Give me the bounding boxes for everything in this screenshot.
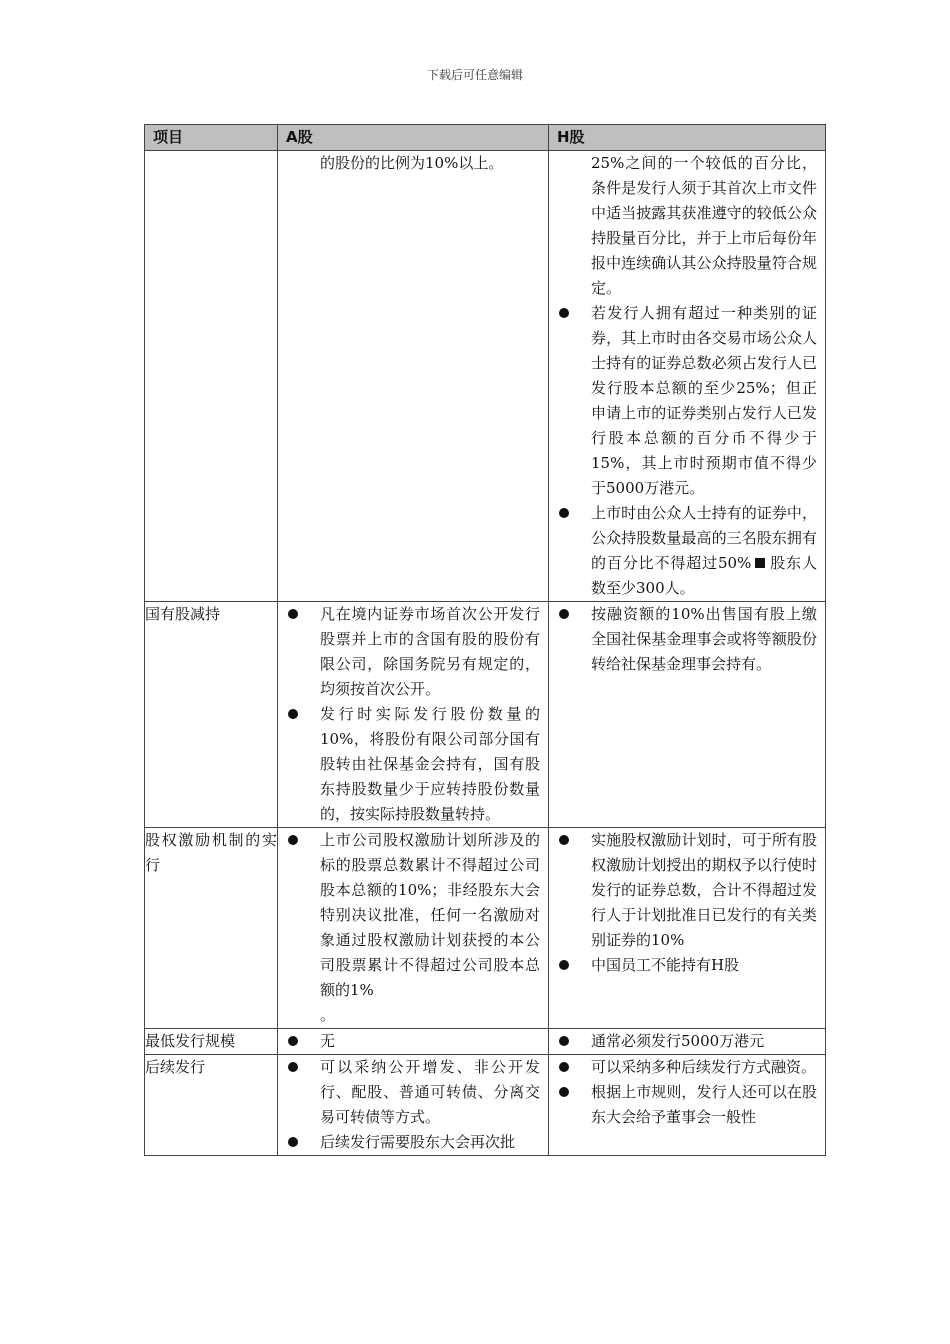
table-row: [145, 1029, 826, 1055]
bullet-text-tail: 股东人数至少300人。: [591, 554, 817, 597]
a-share-cell: [278, 151, 549, 602]
table-row: [145, 602, 826, 828]
bullet-item: 按融资额的10%出售国有股上缴全国社保基金理事会或将等额股份转给社保基金理事会持有。: [549, 602, 825, 677]
continued-text: 的股份的比例为10%以上。: [320, 154, 504, 172]
h-share-cell: [549, 602, 826, 828]
row-category: 股权激励机制的实行: [145, 828, 278, 1029]
bullet-item: [549, 501, 825, 601]
bullet-item: 根据上市规则，发行人还可以在股东大会给予董事会一般性: [549, 1080, 825, 1130]
table-header-row: [145, 125, 826, 151]
row-category: 后续发行: [145, 1055, 278, 1156]
table-row: [145, 151, 826, 602]
a-share-cell: [278, 1029, 549, 1055]
h-share-cell: [549, 1029, 826, 1055]
row-category: 最低发行规模: [145, 1029, 278, 1055]
row-category: [145, 151, 278, 602]
table-row: [145, 828, 826, 1029]
continued-text: 25%之间的一个较低的百分比，条件是发行人须于其首次上市文件中适当披露其获准遵守的较低公众持股量百分比，并于上市后每份年报中连续确认其公众持股量符合规定。: [591, 154, 817, 297]
bullet-item: 无: [278, 1029, 548, 1054]
header-item: 项目: [145, 125, 278, 151]
bullet-item: 中国员工不能持有H股: [549, 953, 825, 978]
a-share-cell: [278, 828, 549, 1029]
bullet-item: 凡在境内证券市场首次公开发行股票并上市的含国有股的股份有限公司，除国务院另有规定的，均须按首次公开。: [278, 602, 548, 702]
h-share-cell: [549, 151, 826, 602]
row-category: 国有股减持: [145, 602, 278, 828]
h-share-cell: [549, 1055, 826, 1156]
square-bullet-icon: [755, 558, 765, 568]
comparison-table: [144, 124, 826, 1156]
table-row: [145, 1055, 826, 1156]
bullet-text-tail: 50%: [718, 554, 752, 572]
a-share-cell: [278, 602, 549, 828]
bullet-item: 可以采纳多种后续发行方式融资。: [549, 1055, 825, 1080]
bullet-item: 发行时实际发行股份数量的10%，将股份有限公司部分国有股转由社保基金会持有，国有股东持股数量少于应转持股份数量的，按实际持股数量转持。: [278, 702, 548, 827]
bullet-item: 可以采纳公开增发、非公开发行、配股、普通可转债、分离交易可转债等方式。: [278, 1055, 548, 1130]
header-a-share: A股: [278, 125, 549, 151]
page-header: 下载后可任意编辑: [426, 68, 523, 82]
bullet-item: 通常必须发行5000万港元: [549, 1029, 825, 1054]
h-share-cell: [549, 828, 826, 1029]
bullet-item: 实施股权激励计划时，可于所有股权激励计划授出的期权予以行使时发行的证券总数，合计不得超过发行人于计划批准日已发行的有关类别证券的10%: [549, 828, 825, 953]
header-h-share: H股: [549, 125, 826, 151]
bullet-item: 后续发行需要股东大会再次批: [278, 1130, 548, 1155]
bullet-item: 上市公司股权激励计划所涉及的标的股票总数累计不得超过公司股本总额的10%；非经股东大会特别决议批准，任何一名激励对象通过股权激励计划获授的本公司股票累计不得超过公司股本总额的1%: [278, 828, 548, 1003]
a-share-cell: [278, 1055, 549, 1156]
bullet-text: 上市时由公众人士持有的证券中，公众持股数量最高的三名股东拥有的百分比不得超过: [591, 504, 817, 572]
bullet-tail: 。: [320, 1006, 336, 1024]
bullet-item: 若发行人拥有超过一种类别的证券，其上市时由各交易市场公众人士持有的证券总数必须占发行人已发行股本总额的至少25%；但正申请上市的证券类别占发行人已发行股本总额的百分币不得少于15%，其上市时预期市值不得少于5000万港元。: [549, 301, 825, 501]
